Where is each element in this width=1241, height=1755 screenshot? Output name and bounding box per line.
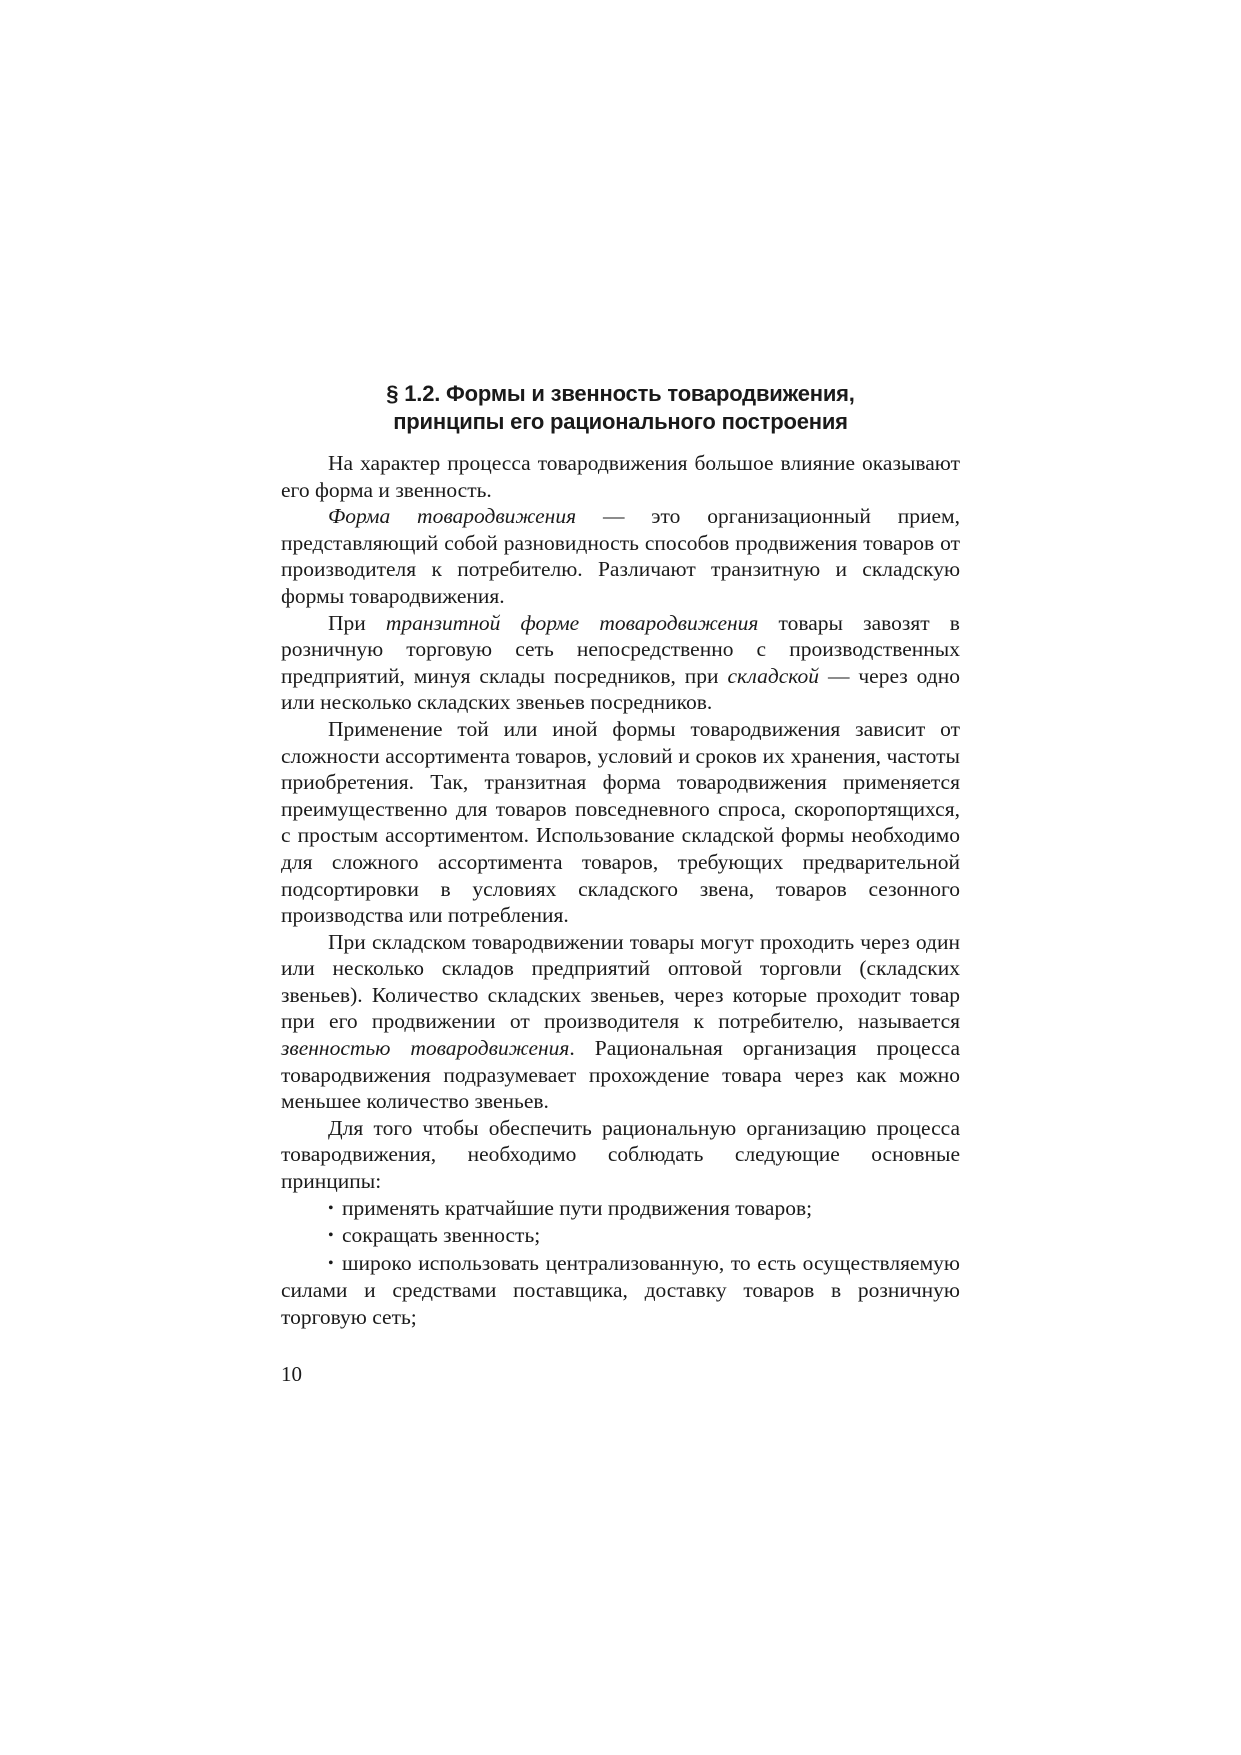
term-warehouse: складской — [727, 663, 820, 688]
paragraph-3-end: — через одно или несколько складских звеньев посредников. — [281, 663, 960, 715]
page-content — [281, 380, 960, 1331]
term-linkage: звенностью товародвижения — [281, 1036, 570, 1061]
term-form: Форма товародвижения — [328, 504, 577, 529]
paragraph-3 — [281, 610, 960, 716]
paragraph-4: Применение той или иной формы товародвижения зависит от сложности ассортимента товаров, условий и сроков их хранения, частоты приобретения. Так, транзитная форма товародвижения применяется преимущественно для товаров повседневного спроса, скоропортящихся, с простым ассортиментом. Использование складской формы необходимо для сложного ассортимента товаров, требующих предварительной подсортировки в условиях складского звена, товаров сезонного производства или потребления. — [281, 716, 960, 928]
section-heading — [281, 380, 960, 436]
list-item — [281, 1222, 960, 1250]
paragraph-3-mid: товары завозят в розничную торговую сеть непосредственно с производственных предприятий, минуя склады посредников, при — [281, 610, 960, 688]
list-item-text: широко использовать централизованную, то есть осуществляемую силами и средствами поставщика, доставку товаров в розничную торговую сеть; — [281, 1250, 960, 1329]
paragraph-2 — [281, 503, 960, 609]
paragraph-1: На характер процесса товародвижения большое влияние оказывают его форма и звенность. — [281, 451, 960, 502]
paragraph-2-text: — это организационный прием, представляющий собой разновидность способов продвижения товаров от производителя к потребителю. Различают транзитную и складскую формы товародвижения. — [281, 504, 960, 608]
list-item — [281, 1250, 960, 1331]
paragraph-6: Для того чтобы обеспечить рациональную организацию процесса товародвижения, необходимо соблюдать следующие основные принципы: — [281, 1115, 960, 1194]
list-item — [281, 1195, 960, 1223]
list-item-text: применять кратчайшие пути продвижения товаров; — [342, 1195, 813, 1220]
paragraph-5 — [281, 929, 960, 1115]
section-heading-line-2: принципы его рационального построения — [393, 409, 848, 434]
bullet-icon: • — [328, 1199, 334, 1217]
bullet-icon: • — [328, 1227, 334, 1245]
page-number: 10 — [281, 1362, 302, 1386]
list-item-text: сокращать звенность; — [342, 1223, 541, 1248]
paragraph-5-start: При складском товародвижении товары могут проходить через один или несколько складов предприятий оптовой торговли (складских звеньев). Количество складских звеньев, через которые проходит товар при его продвижении от производителя к потребителю, называется — [281, 929, 960, 1034]
term-transit-form: транзитной форме товародвижения — [385, 610, 759, 635]
paragraph-3-start: При — [328, 610, 386, 635]
body-text — [281, 450, 960, 1331]
bullet-icon: • — [328, 1254, 334, 1272]
section-heading-line-1: § 1.2. Формы и звенность товародвижения, — [386, 381, 855, 406]
paragraph-5-end: . Рациональная организация процесса товародвижения подразумевает прохождение товара через как можно меньшее количество звеньев. — [281, 1036, 960, 1114]
